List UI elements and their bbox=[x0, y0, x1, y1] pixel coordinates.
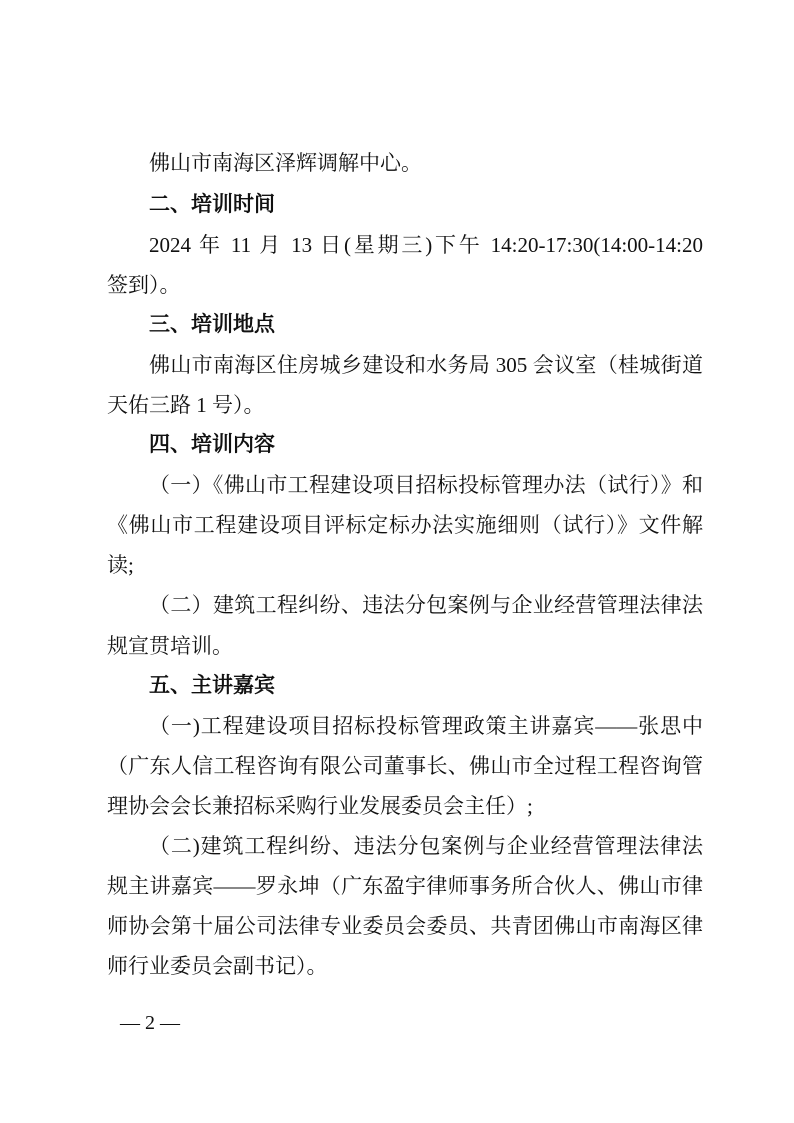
page-number: — 2 — bbox=[120, 1012, 180, 1034]
section-heading-content: 四、培训内容 bbox=[149, 433, 275, 456]
paragraph-line: （一）《佛山市工程建设项目招标投标管理办法（试行）》和 bbox=[149, 473, 703, 497]
paragraph-line: 规主讲嘉宾——罗永坤（广东盈宇律师事务所合伙人、佛山市律 bbox=[107, 874, 703, 898]
paragraph-line: 2024 年 11 月 13 日(星期三)下午 14:20-17:30(14:00-14:20 bbox=[149, 233, 703, 257]
paragraph-line: 理协会会长兼招标采购行业发展委员会主任）; bbox=[107, 794, 533, 818]
paragraph-line: 师协会第十届公司法律专业委员会委员、共青团佛山市南海区律 bbox=[107, 914, 703, 938]
paragraph-line: 规宣贯培训。 bbox=[107, 634, 233, 658]
paragraph-line: （广东人信工程咨询有限公司董事长、佛山市全过程工程咨询管 bbox=[107, 754, 703, 778]
paragraph-line: 读; bbox=[107, 553, 134, 577]
paragraph-line: 天佑三路 1 号）。 bbox=[107, 393, 265, 417]
paragraph-line: （二）建筑工程纠纷、违法分包案例与企业经营管理法律法 bbox=[149, 593, 703, 617]
paragraph-line: 佛山市南海区泽辉调解中心。 bbox=[149, 151, 422, 175]
paragraph-line: （二)建筑工程纠纷、违法分包案例与企业经营管理法律法 bbox=[149, 834, 703, 858]
paragraph-line: （一)工程建设项目招标投标管理政策主讲嘉宾——张思中 bbox=[149, 714, 703, 738]
section-heading-time: 二、培训时间 bbox=[149, 193, 275, 216]
paragraph-line: 《佛山市工程建设项目评标定标办法实施细则（试行）》文件解 bbox=[107, 513, 703, 537]
paragraph-line: 师行业委员会副书记）。 bbox=[107, 954, 328, 978]
section-heading-location: 三、培训地点 bbox=[149, 313, 275, 336]
paragraph-line: 签到）。 bbox=[107, 273, 181, 297]
paragraph-line: 佛山市南海区住房城乡建设和水务局 305 会议室（桂城街道 bbox=[149, 353, 703, 377]
section-heading-speakers: 五、主讲嘉宾 bbox=[149, 674, 275, 697]
